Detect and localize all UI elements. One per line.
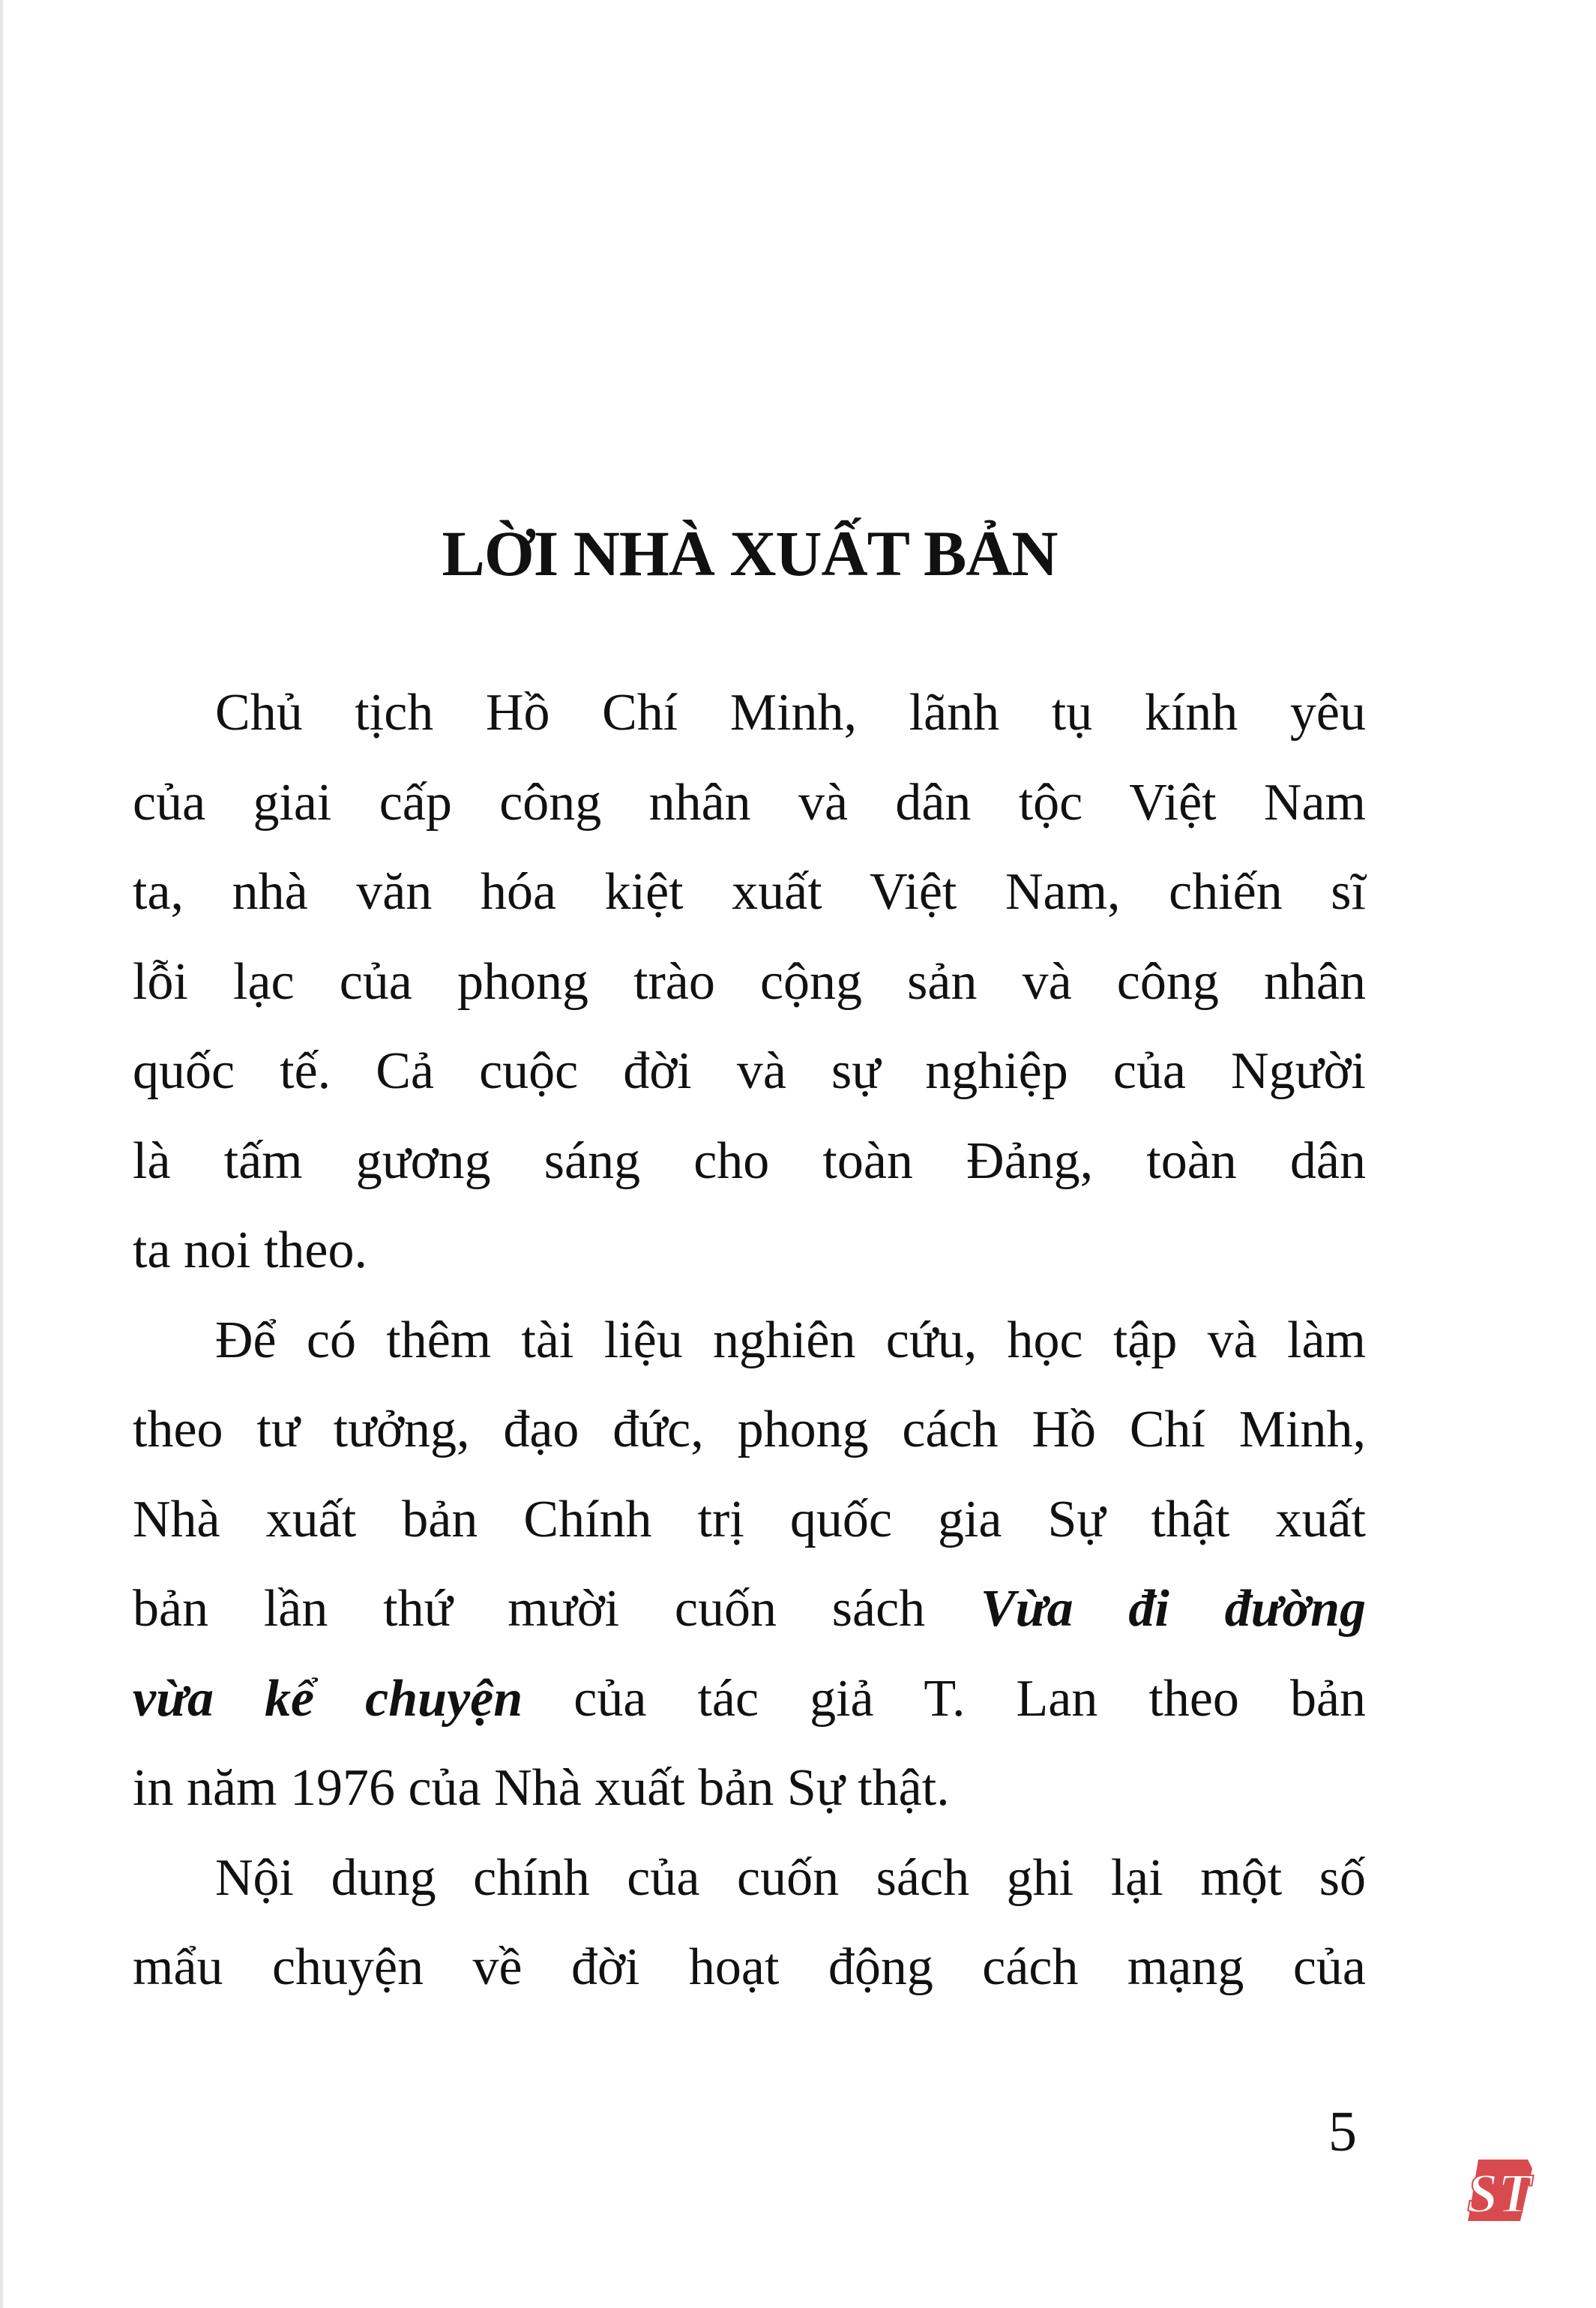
text-run: bản lần thứ mười cuốn sách bbox=[133, 1580, 981, 1638]
text-run: của tác giả T. Lan theo bản bbox=[573, 1669, 1367, 1728]
page-number: 5 bbox=[1328, 2100, 1357, 2163]
text-line: ta noi theo. bbox=[133, 1221, 367, 1279]
page-edge bbox=[0, 0, 3, 2308]
text-line: ta, nhà văn hóa kiệt xuất Việt Nam, chiến sĩ bbox=[133, 863, 1366, 921]
text-line bbox=[133, 1654, 1366, 1744]
text-line: Để có thêm tài liệu nghiên cứu, học tập và làm bbox=[215, 1311, 1366, 1369]
text-line: Nội dung chính của cuốn sách ghi lại một số bbox=[215, 1848, 1366, 1907]
text-line: lỗi lạc của phong trào cộng sản và công nhân bbox=[133, 952, 1366, 1011]
text-line: theo tư tưởng, đạo đức, phong cách Hồ Chí Minh, bbox=[133, 1401, 1366, 1458]
text-line: mẩu chuyện về đời hoạt động cách mạng của bbox=[133, 1938, 1366, 1996]
text-line: là tấm gương sáng cho toàn Đảng, toàn dân bbox=[133, 1132, 1366, 1190]
text-line: Nhà xuất bản Chính trị quốc gia Sự thật xuất bbox=[133, 1490, 1366, 1548]
svg-text:ST: ST bbox=[1466, 2163, 1532, 2225]
publisher-logo-icon bbox=[1462, 2152, 1537, 2227]
text-line bbox=[133, 1564, 1366, 1654]
page-title: LỜI NHÀ XUẤT BẢN bbox=[442, 517, 1058, 589]
text-line: quốc tế. Cả cuộc đời và sự nghiệp của Người bbox=[133, 1042, 1366, 1100]
text-line: của giai cấp công nhân và dân tộc Việt Nam bbox=[133, 773, 1366, 832]
text-line: Chủ tịch Hồ Chí Minh, lãnh tụ kính yêu bbox=[215, 684, 1366, 742]
text-line: in năm 1976 của Nhà xuất bản Sự thật. bbox=[133, 1759, 950, 1817]
body-text bbox=[133, 668, 1366, 2013]
book-title: Vừa đi đường bbox=[980, 1580, 1366, 1638]
book-title: vừa kể chuyện bbox=[133, 1669, 523, 1728]
